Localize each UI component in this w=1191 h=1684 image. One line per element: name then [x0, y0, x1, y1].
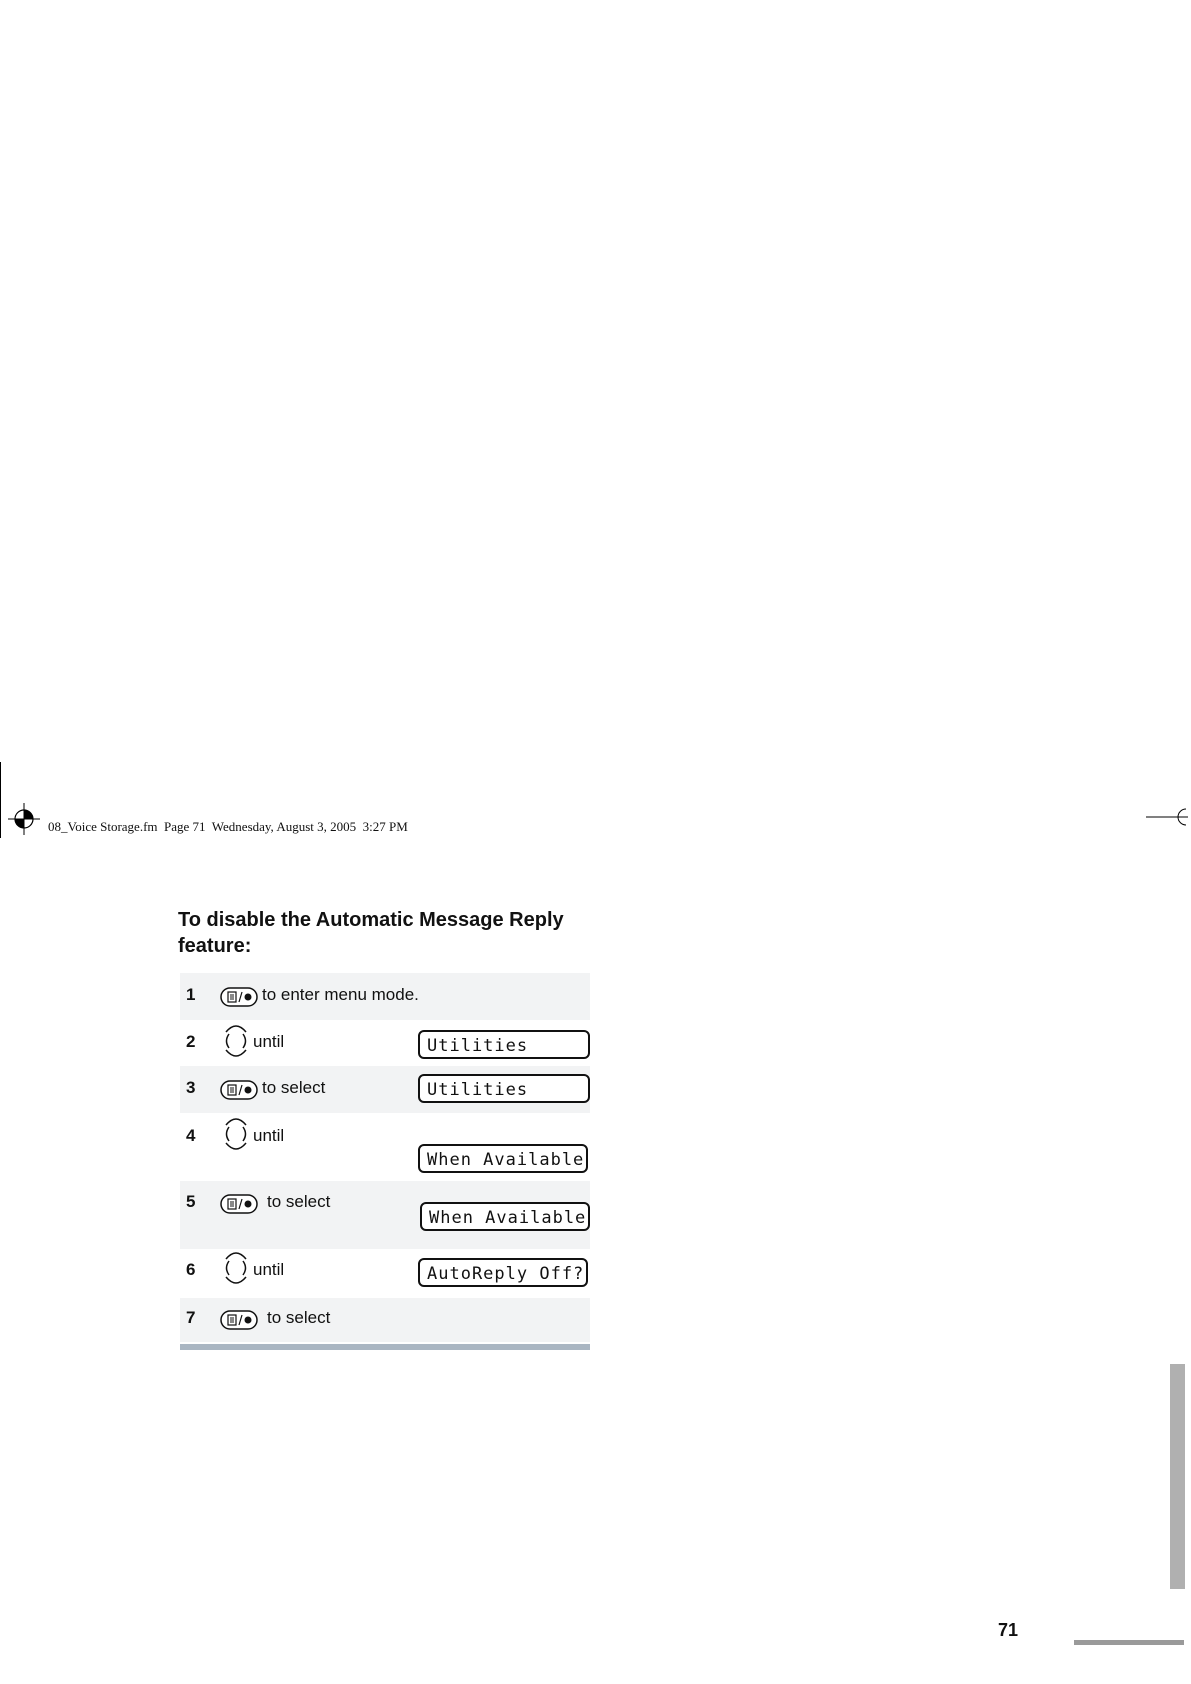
step-text: until — [253, 1126, 285, 1145]
step-row — [180, 1249, 590, 1298]
step-text: to select — [262, 1078, 326, 1097]
menu-ok-key-icon — [220, 987, 258, 1007]
menu-ok-key-icon — [220, 1310, 258, 1330]
step-row — [180, 1020, 590, 1066]
crop-mark-left — [0, 762, 1, 838]
lcd-display: AutoReply Off? — [418, 1258, 588, 1287]
step-text: to select — [267, 1308, 331, 1327]
lcd-display: When Available — [418, 1144, 588, 1173]
table-bottom-rule — [180, 1344, 590, 1350]
page-footer-rule — [1074, 1640, 1184, 1645]
step-number: 1 — [186, 985, 196, 1004]
step-number: 2 — [186, 1032, 196, 1051]
scroll-key-icon — [220, 1249, 252, 1287]
step-text: to select — [267, 1192, 331, 1211]
step-number: 4 — [186, 1126, 196, 1145]
step-text: until — [253, 1260, 285, 1279]
page-number: 71 — [998, 1620, 1019, 1640]
step-row — [180, 1066, 590, 1113]
step-row — [180, 1181, 590, 1249]
step-row — [180, 1113, 590, 1181]
lcd-display: When Available — [420, 1202, 590, 1231]
steps-table — [180, 973, 590, 1342]
file-slug: 08_Voice Storage.fm Page 71 Wednesday, August 3, 2005 3:27 PM — [48, 819, 408, 834]
menu-ok-key-icon — [220, 1194, 258, 1214]
step-number: 7 — [186, 1308, 196, 1327]
step-number: 5 — [186, 1192, 196, 1211]
step-row — [180, 1298, 590, 1342]
step-text: until — [253, 1032, 285, 1051]
step-text: to enter menu mode. — [262, 985, 419, 1004]
scroll-key-icon — [220, 1115, 252, 1153]
crop-mark-right-icon — [1146, 808, 1188, 826]
step-number: 6 — [186, 1260, 196, 1279]
lcd-display: Utilities — [418, 1030, 590, 1059]
lcd-display: Utilities — [418, 1074, 590, 1103]
step-row — [180, 973, 590, 1020]
registration-mark-icon — [8, 803, 40, 835]
scroll-key-icon — [220, 1022, 252, 1060]
chapter-side-tab — [1170, 1364, 1185, 1589]
step-number: 3 — [186, 1078, 196, 1097]
section-heading: To disable the Automatic Message Reply feature: — [178, 909, 564, 957]
menu-ok-key-icon — [220, 1080, 258, 1100]
